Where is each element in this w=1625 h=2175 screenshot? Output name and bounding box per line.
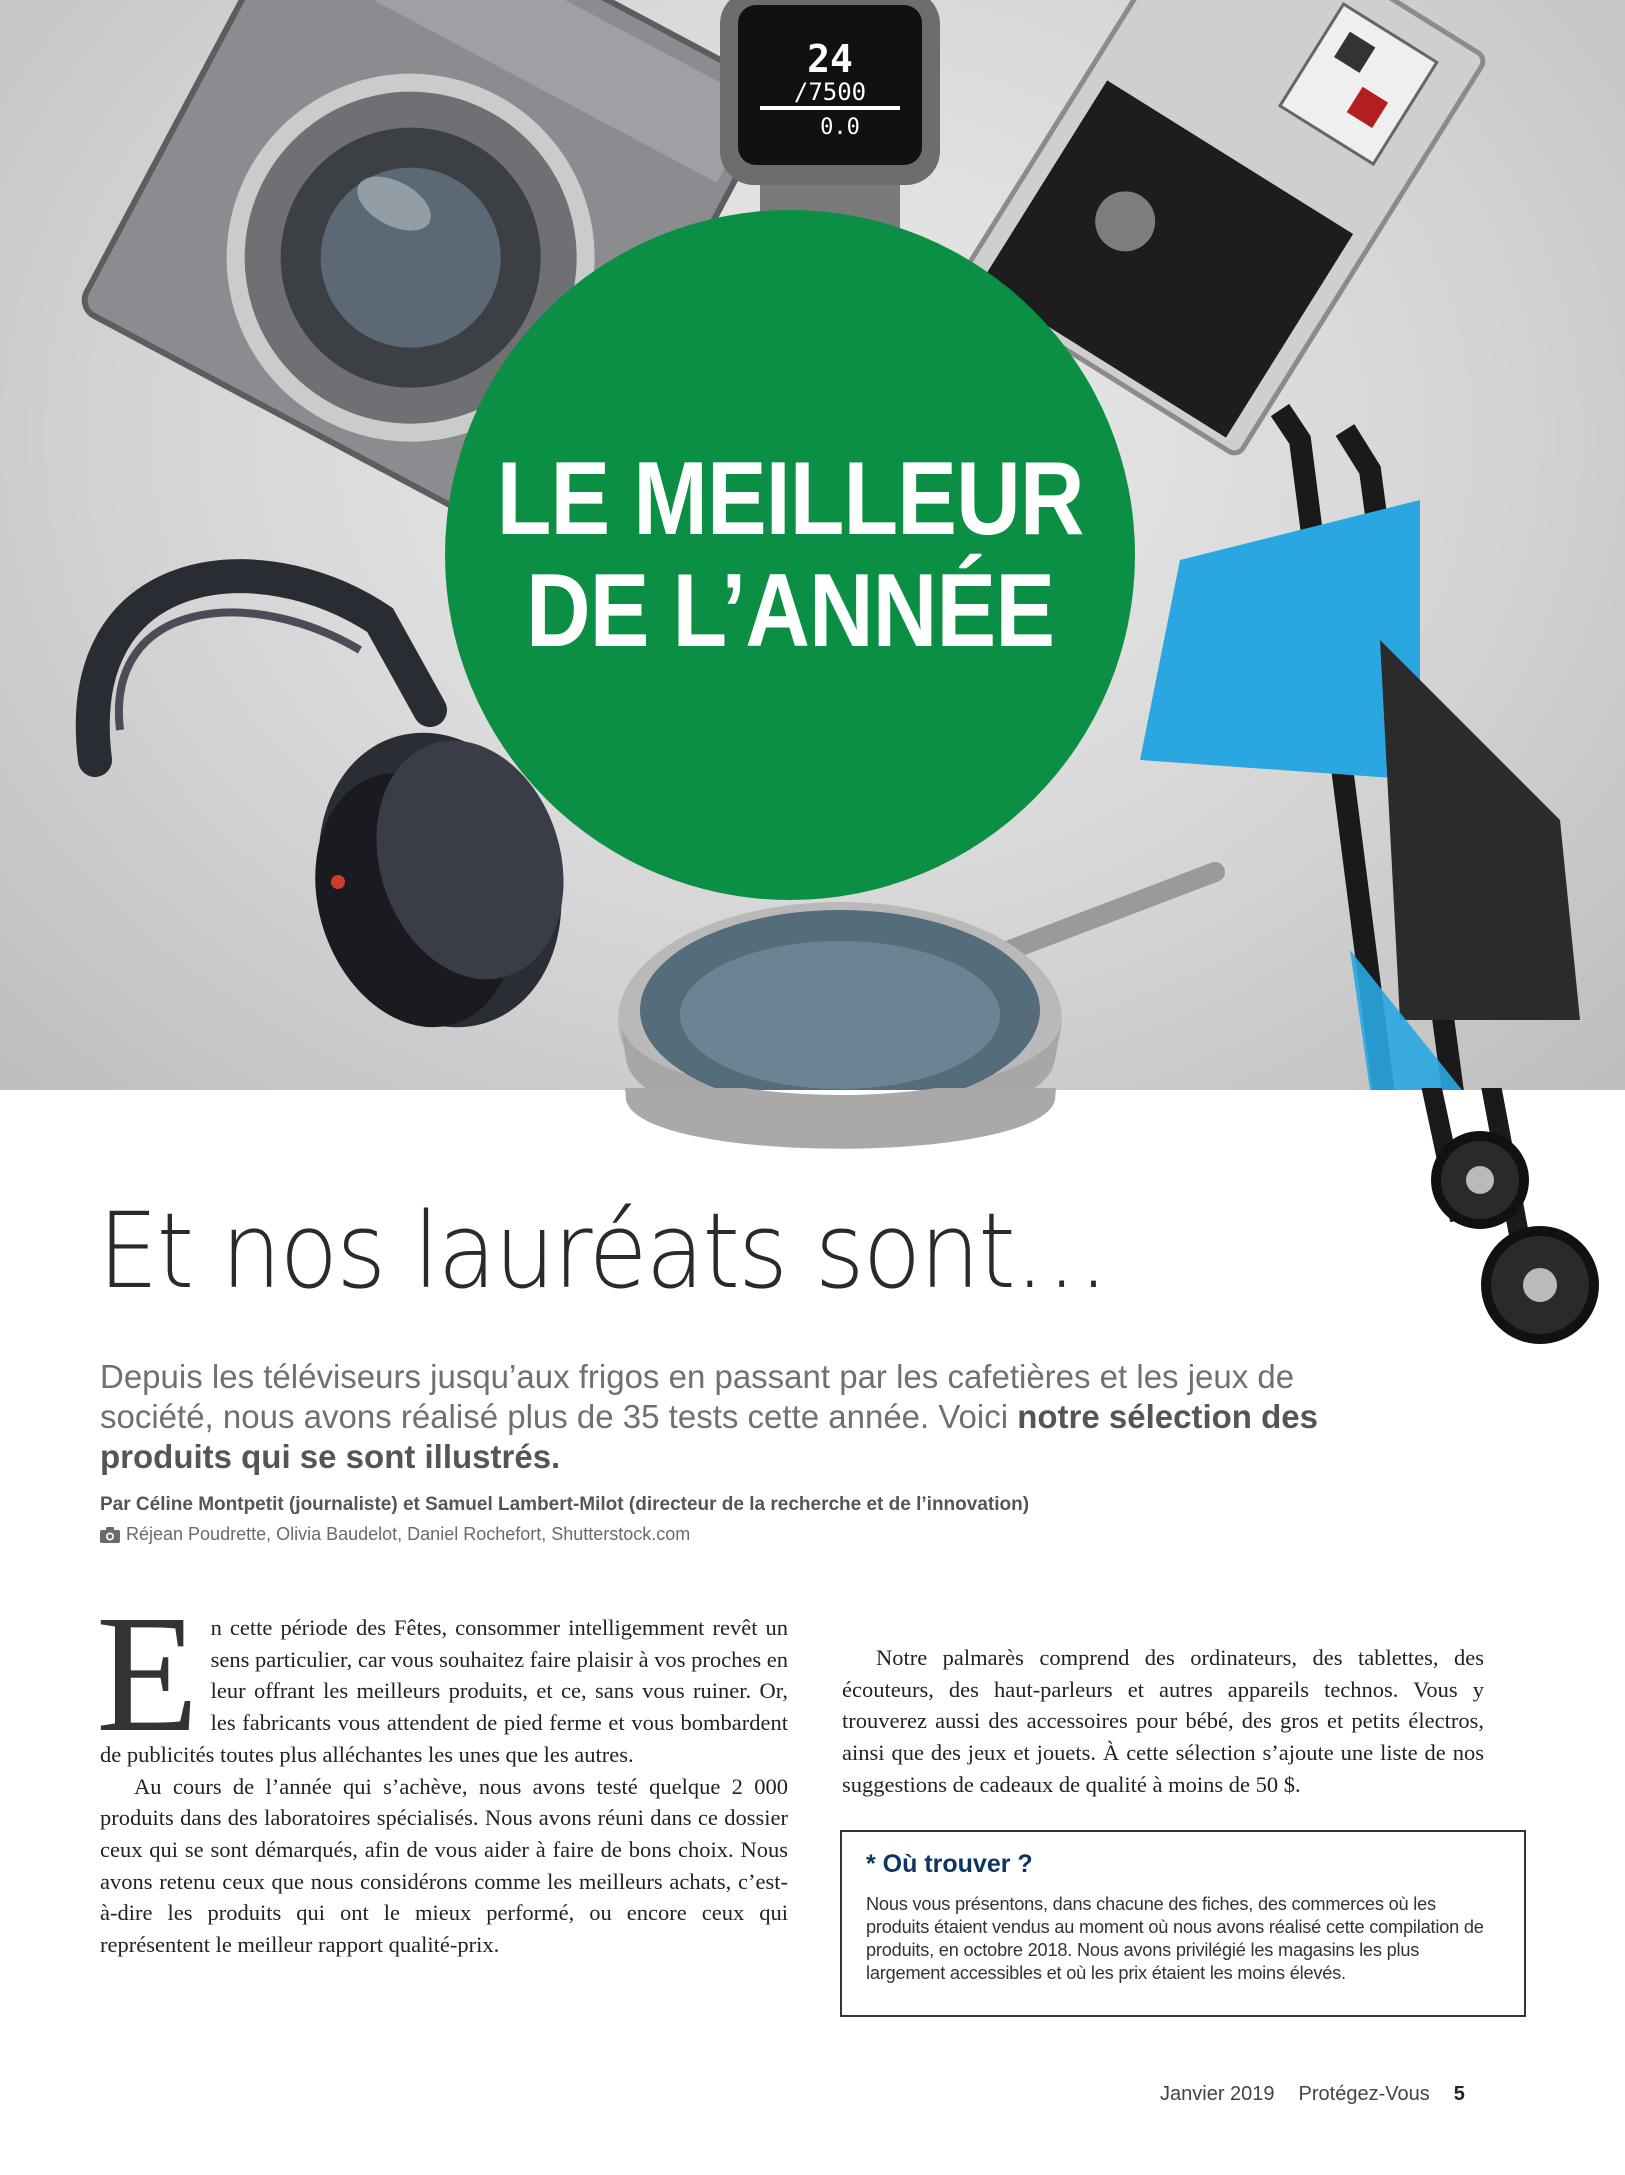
watch-goal: /7500 [793,78,867,106]
drop-cap: E [96,1581,199,1767]
where-to-buy-box [840,1830,1526,2017]
footer-magazine: Protégez-Vous [1298,2083,1430,2105]
photo-credit [100,1524,690,1545]
footer-date: Janvier 2019 [1160,2083,1275,2105]
photo-credit-text: Réjean Poudrette, Olivia Baudelot, Daniel Rochefort, Shutterstock.com [126,1524,691,1544]
deck-text: Depuis les téléviseurs jusqu’aux frigos en passant par les cafetières et les jeux de société, nous avons réalisé plus de 35 tests cette année. Voici [100,1358,1295,1435]
body-column-2 [842,1642,1484,1801]
camera-icon [100,1527,120,1543]
badge-line-2: DE L’ANNÉE [525,553,1055,669]
watch-distance: 0.0 [820,115,860,140]
article-deck [100,1357,1400,1477]
where-to-buy-title: * Où trouver ? [866,1850,1033,1878]
deck-bold-text: notre sélection des produits qui se sont illustrés. [100,1398,1318,1475]
page-number: 5 [1453,2083,1465,2105]
paragraph-2: Au cours de l’année qui s’achève, nous avons testé quelque 2 000 produits dans des laboratoires spécialisés. Nous avons réuni dans ce dossier ceux qui se sont démarqués, afin de vous aider à faire de bons choix. Nous avons retenu ceux que nous considérons comme les meilleurs achats, c’est-à-dire les produits qui ont le mieux performé, ou encore ceux qui représentent le meilleur rapport qualité-prix. [100,1773,788,1958]
page-footer [1160,2083,1465,2106]
frying-pan-icon [618,872,1215,1090]
badge-line-1: LE MEILLEUR [496,441,1084,557]
article-title: Et nos lauréats sont… [98,1190,1108,1312]
stroller-icon [1140,410,1596,1090]
paragraph-1-text: n cette période des Fêtes, consommer intelligemment revêt un sens particulier, car vous souhaitez faire plaisir à vos proches en leur offrant les meilleurs produits, et ce, sans vous ruiner. Or, les fabricants vous attendent de pied ferme et vous bombardent de publicités toutes plus alléchantes les unes que les autres. [100,1615,788,1767]
best-of-year-badge [445,210,1135,900]
paragraph-3: Notre palmarès comprend des ordinateurs, des tablettes, des écouteurs, des haut-parleurs et autres appareils technos. Vous y trouverez aussi des accessoires pour bébé, des gros et petits électros, ainsi que des jeux et jouets. À cette sélection s’ajoute une liste de nos suggestions de cadeaux de qualité à moins de 50 $. [842,1645,1484,1797]
watch-steps: 24 [807,37,853,81]
paragraph-1 [96,1581,788,1771]
byline: Par Céline Montpetit (journaliste) et Samuel Lambert-Milot (directeur de la recherche et de l’innovation) [100,1494,1030,1515]
body-column-1 [96,1581,788,1961]
where-to-buy-text: Nous vous présentons, dans chacune des fiches, des commerces où les produits étaient vendus au moment où nous avons réalisé cette compilation de produits, en octobre 2018. Nous avons privilégié les magasins les plus largement accessibles et où les prix étaient les moins élevés. [866,1894,1484,1983]
